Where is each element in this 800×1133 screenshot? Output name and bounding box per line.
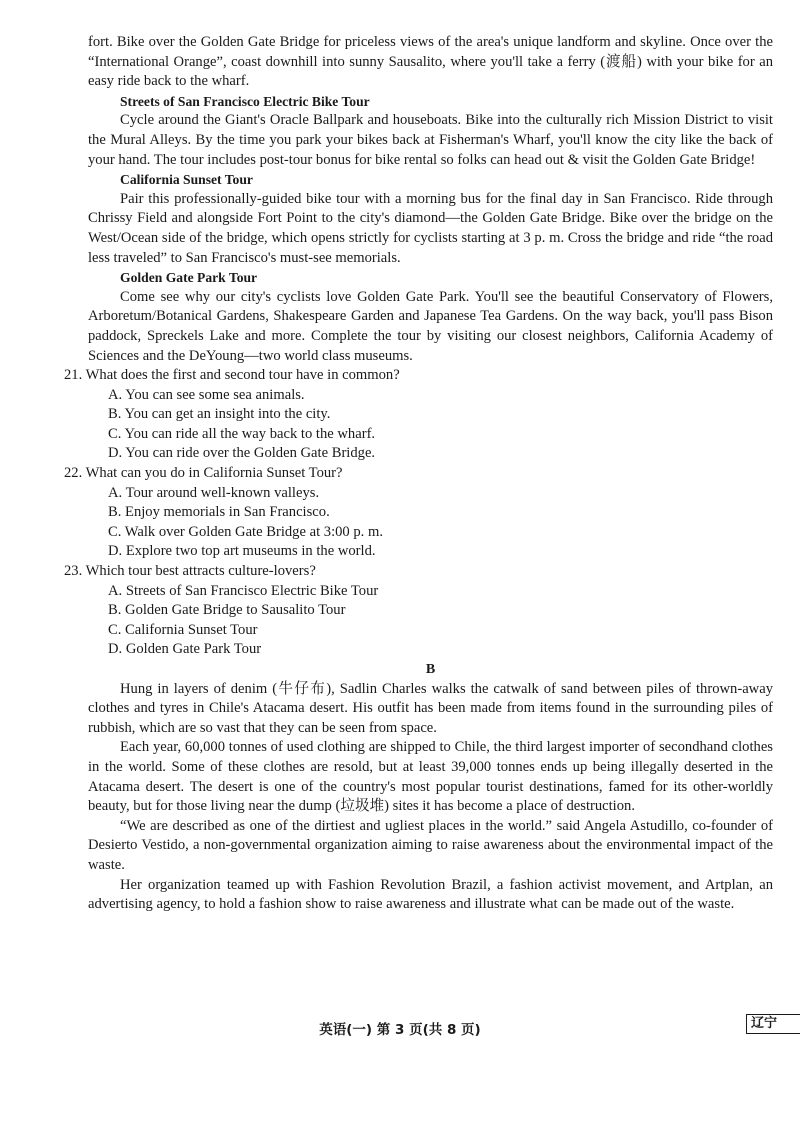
question-stem: 23. Which tour best attracts culture-lovers? bbox=[64, 563, 316, 580]
passage-b-paragraph-2: Each year, 60,000 tonnes of used clothing are shipped to Chile, the third largest importer of secondhand clothes in the world. Some of these clothes are resold, but at least 39,000 tonnes ends up being illegally deserted in the Atacama desert. The desert is one of the country's most popular tourist destinations, famed for its other-worldly beauty, but for those living near the dump (垃圾堆) sites it has become a place of destruction. bbox=[88, 739, 773, 815]
passage-b-label: B bbox=[425, 662, 436, 677]
passage-b-paragraph-4: Her organization teamed up with Fashion Revolution Brazil, a fashion activist movement, and Artplan, an advertising agency, to hold a fashion show to raise awareness and illustrate what can be made out of the waste. bbox=[88, 876, 773, 913]
question-22 bbox=[64, 464, 773, 562]
option-c: C. California Sunset Tour bbox=[108, 621, 258, 638]
passage-a-intro: fort. Bike over the Golden Gate Bridge for priceless views of the area's unique landform and skyline. Once over the “International Orange”, coast downhill into sunny Sausalito, where you'll take a ferry (渡船) with your bike for an easy ride back to the wharf. bbox=[88, 34, 773, 90]
option-a: A. Streets of San Francisco Electric Bike Tour bbox=[108, 582, 379, 599]
question-23 bbox=[64, 562, 773, 660]
page-content bbox=[64, 33, 773, 915]
question-stem: 21. What does the first and second tour have in common? bbox=[64, 367, 400, 384]
tour-body-sunset: Pair this professionally-guided bike tour with a morning bus for the final day in San Francisco. Ride through Chrissy Field and alongside Fort Point to the city's diamond—the Golden Gate Bridge. Bike over the bridge on the West/Ocean side of the bridge, which opens strictly for cyclists starting at 3 p. m. Cross the bridge and ride “the road less traveled” to San Francisco's must-see memorials. bbox=[88, 190, 773, 266]
question-stem: 22. What can you do in California Sunset Tour? bbox=[64, 465, 343, 482]
page-footer: 英语(一) 第 3 页(共 8 页) bbox=[319, 1022, 481, 1038]
option-c: C. You can ride all the way back to the wharf. bbox=[108, 425, 376, 442]
option-d: D. Explore two top art museums in the world. bbox=[108, 543, 376, 560]
tour-title-park: Golden Gate Park Tour bbox=[120, 270, 258, 286]
tour-title-electric-bike: Streets of San Francisco Electric Bike Tour bbox=[120, 93, 370, 109]
tour-title-sunset: California Sunset Tour bbox=[120, 172, 253, 188]
passage-b-paragraph-1: Hung in layers of denim (牛仔布), Sadlin Charles walks the catwalk of sand between piles of thrown-away clothes and tyres in Chile's Atacama desert. His outfit has been made from items found in the surrounding piles of rubbish, which are so vast that they can be seen from space. bbox=[88, 680, 773, 736]
option-c: C. Walk over Golden Gate Bridge at 3:00 p. m. bbox=[108, 523, 383, 540]
tour-body-electric-bike: Cycle around the Giant's Oracle Ballpark and houseboats. Bike into the culturally rich Mission District to visit the Mural Alleys. By the time you park your bikes back at Fisherman's Wharf, you'll know the city like the back of your hand. The tour includes post-tour bonus for bike rental so folks can head out & visit the Golden Gate Bridge! bbox=[88, 112, 773, 168]
option-a: A. Tour around well-known valleys. bbox=[108, 484, 320, 501]
option-d: D. Golden Gate Park Tour bbox=[108, 641, 262, 658]
option-d: D. You can ride over the Golden Gate Bridge. bbox=[108, 445, 376, 462]
option-b: B. You can get an insight into the city. bbox=[108, 406, 331, 423]
tour-body-park: Come see why our city's cyclists love Golden Gate Park. You'll see the beautiful Conservatory of Flowers, Arboretum/Botanical Gardens, Shakespeare Garden and Japanese Tea Gardens. On the way back, you'll pass Bison paddock, Spreckels Lake and more. Complete the tour by visiting our closest neighbors, California Academy of Sciences and the DeYoung—two world class museums. bbox=[88, 288, 773, 364]
option-b: B. Enjoy memorials in San Francisco. bbox=[108, 504, 330, 521]
region-tag: 辽宁 bbox=[746, 1014, 800, 1034]
passage-b-paragraph-3: “We are described as one of the dirtiest and ugliest places in the world.” said Angela Astudillo, co-founder of Desierto Vestido, a non-governmental organization aiming to raise awareness about the environmental impact of the waste. bbox=[88, 817, 773, 873]
question-21 bbox=[64, 366, 773, 464]
option-a: A. You can see some sea animals. bbox=[108, 386, 305, 403]
option-b: B. Golden Gate Bridge to Sausalito Tour bbox=[108, 602, 346, 619]
